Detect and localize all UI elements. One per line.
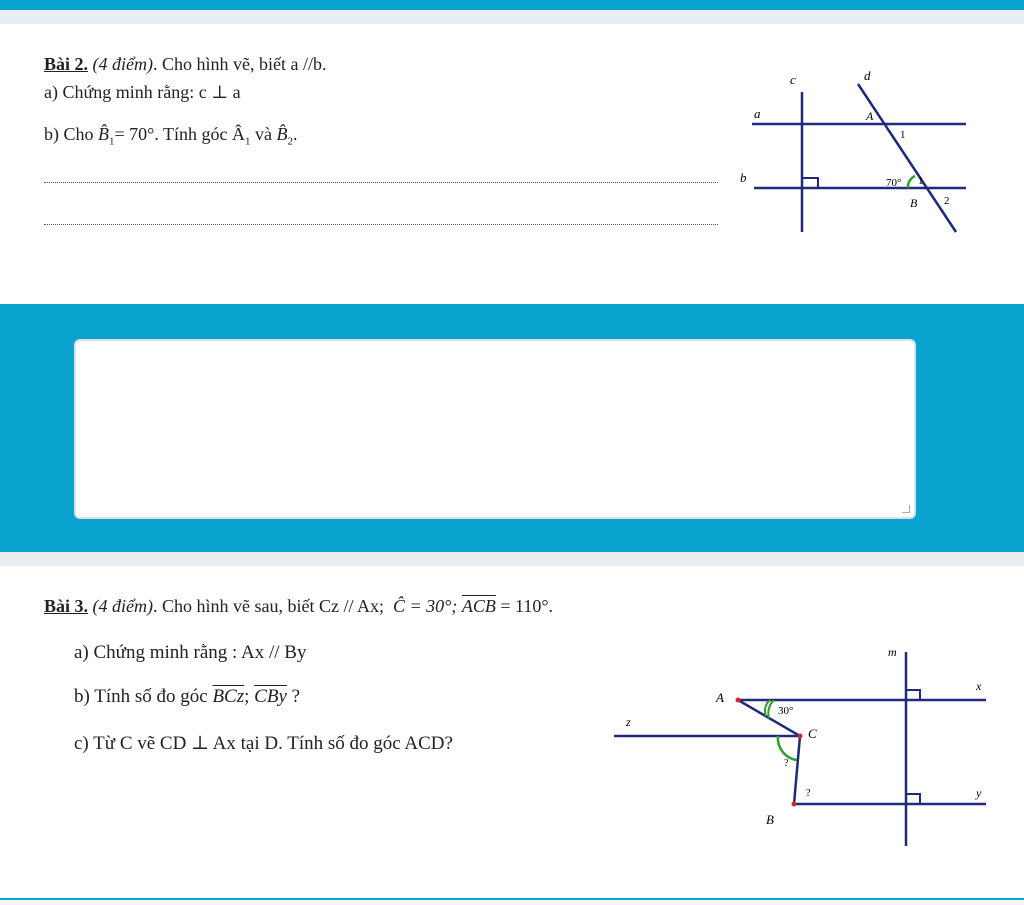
- label-A: A: [866, 109, 874, 123]
- label-b: b: [740, 170, 747, 185]
- label-B: B: [766, 812, 774, 827]
- label-d: d: [864, 68, 871, 83]
- section-separator: [0, 552, 1024, 566]
- question-card-bai2: [0, 24, 1024, 304]
- right-angle-mark: [802, 178, 818, 188]
- top-strip: [0, 10, 1024, 24]
- right-angle-mark-y: [906, 794, 920, 804]
- right-angle-mark-x: [906, 690, 920, 700]
- label-a: a: [754, 106, 761, 121]
- label-B: B: [910, 196, 918, 210]
- point-B: [792, 802, 797, 807]
- answer-textarea[interactable]: [74, 339, 916, 519]
- bai3-title: Bài 3. (4 điểm). Cho hình vẽ sau, biết Cz // Ax; Ĉ = 30°; $\overline{ACB} = 110^\circ$.: [44, 596, 554, 616]
- label-30: 30°: [778, 705, 794, 717]
- label-m: m: [888, 645, 897, 659]
- resize-grip-icon[interactable]: [902, 505, 910, 513]
- label-x: x: [976, 679, 982, 693]
- top-accent-bar: [0, 0, 1024, 10]
- answer-dotted-line-2: [44, 224, 718, 225]
- bai3-part-b: b) Tính số đo góc $\overline{BCz}$; $\overline{CBy}$ ?: [74, 686, 301, 707]
- bai3-figure: [610, 630, 1000, 860]
- label-c: c: [790, 72, 796, 87]
- bai3-part-a: a) Chứng minh rằng : Ax // By: [74, 642, 307, 663]
- label-z: z: [626, 715, 631, 729]
- answer-dotted-line-1: [44, 182, 718, 183]
- point-A: [736, 698, 741, 703]
- angle-30-arc-2: [768, 700, 774, 718]
- label-q2: ?: [806, 788, 811, 799]
- bai2-title: Bài 2. (4 điểm). Cho hình vẽ, biết a //b.: [44, 54, 327, 74]
- label-q1: ?: [784, 758, 789, 769]
- label-C: C: [808, 726, 817, 741]
- label-2: 2: [944, 195, 950, 207]
- angle-bcz-arc: [778, 736, 797, 760]
- point-C: [798, 734, 803, 739]
- bottom-border: [0, 898, 1024, 905]
- bai2-part-b: b) Cho $B̂_1= 70^\circ$. Tính góc $Â_1$ và $B̂_2$.: [44, 124, 298, 148]
- label-A: A: [716, 690, 724, 705]
- bai3-part-c: c) Từ C vẽ CD ⊥ Ax tại D. Tính số đo góc ACD?: [74, 733, 453, 754]
- bai2-part-a: a) Chứng minh rằng: c ⊥ a: [44, 82, 241, 102]
- angle-b1-arc: [908, 176, 915, 188]
- label-1-top: 1: [900, 129, 906, 141]
- line-d: [858, 84, 956, 232]
- label-70: 70°: [886, 177, 902, 189]
- label-y: y: [976, 786, 982, 800]
- label-1-bottom: 1: [918, 175, 924, 187]
- bai2-figure: [740, 64, 980, 244]
